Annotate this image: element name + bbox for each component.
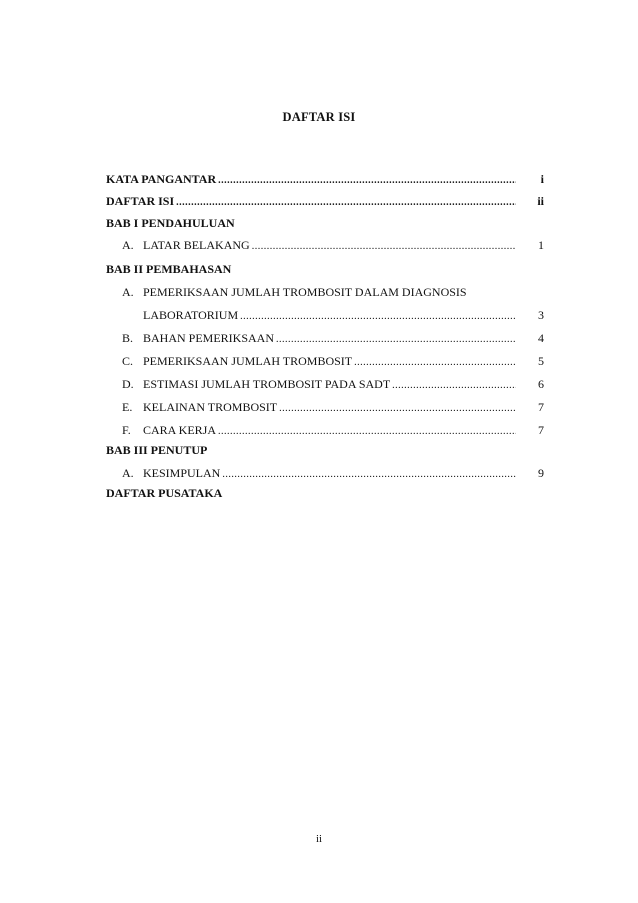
toc-page-number: 7 bbox=[538, 423, 544, 437]
toc-entry-kata-pengantar bbox=[106, 170, 544, 188]
toc-page-number: 1 bbox=[538, 238, 544, 252]
toc-entry-kesimpulan bbox=[122, 464, 544, 482]
toc-entry-letter: A. bbox=[122, 466, 134, 480]
toc-entry-pemeriksaan-jumlah-line2 bbox=[143, 306, 544, 324]
toc-chapter-daftar-pustaka: DAFTAR PUSATAKA bbox=[106, 486, 223, 500]
toc-entry-label: BAHAN PEMERIKSAAN bbox=[143, 331, 275, 345]
toc-chapter-bab-3: BAB III PENUTUP bbox=[106, 443, 208, 457]
toc-entry-label: ESTIMASI JUMLAH TROMBOSIT PADA SADT bbox=[143, 377, 391, 391]
toc-entry-label: LABORATORIUM bbox=[143, 308, 239, 322]
toc-chapter-bab-1: BAB I PENDAHULUAN bbox=[106, 216, 235, 230]
toc-page-number: 6 bbox=[538, 377, 544, 391]
toc-entry-label: PEMERIKSAAN JUMLAH TROMBOSIT bbox=[143, 354, 353, 368]
toc-entry-label: KATA PANGANTAR bbox=[106, 172, 217, 186]
toc-page-number: 3 bbox=[538, 308, 544, 322]
leader-dots bbox=[354, 354, 516, 372]
toc-entry-label: PEMERIKSAAN JUMLAH TROMBOSIT DALAM DIAGNOSIS bbox=[143, 285, 467, 299]
toc-entry-letter: D. bbox=[122, 377, 134, 391]
leader-dots bbox=[252, 238, 516, 256]
toc-page-number: 9 bbox=[538, 466, 544, 480]
toc-entry-bahan-pemeriksaan bbox=[122, 329, 544, 347]
toc-entry-letter: C. bbox=[122, 354, 134, 368]
toc-entry-pemeriksaan-jumlah-line1 bbox=[122, 283, 544, 301]
page-title: DAFTAR ISI bbox=[282, 110, 356, 124]
toc-entry-daftar-isi bbox=[106, 192, 544, 210]
toc-entry-latar-belakang bbox=[122, 236, 544, 254]
toc-chapter-bab-2: BAB II PEMBAHASAN bbox=[106, 262, 232, 276]
toc-page-number: ii bbox=[537, 194, 544, 208]
leader-dots bbox=[222, 466, 516, 484]
toc-page-number: 5 bbox=[538, 354, 544, 368]
leader-dots bbox=[176, 194, 516, 212]
toc-entry-label: LATAR BELAKANG bbox=[143, 238, 250, 252]
toc-entry-kelainan bbox=[122, 398, 544, 416]
toc-entry-letter: F. bbox=[122, 423, 131, 437]
toc-entry-estimasi bbox=[122, 375, 544, 393]
toc-page-number: i bbox=[540, 172, 544, 186]
toc-entry-label: KELAINAN TROMBOSIT bbox=[143, 400, 278, 414]
leader-dots bbox=[240, 308, 516, 326]
toc-entry-letter: A. bbox=[122, 238, 134, 252]
page-footer-number: ii bbox=[315, 833, 323, 845]
toc-entry-label: DAFTAR ISI bbox=[106, 194, 175, 208]
toc-entry-letter: E. bbox=[122, 400, 133, 414]
toc-entry-pemeriksaan-trombosit bbox=[122, 352, 544, 370]
toc-entry-letter: B. bbox=[122, 331, 134, 345]
toc-entry-label: KESIMPULAN bbox=[143, 466, 221, 480]
leader-dots bbox=[218, 172, 516, 190]
toc-entry-cara-kerja bbox=[122, 421, 544, 439]
leader-dots bbox=[276, 331, 516, 349]
toc-page-number: 7 bbox=[538, 400, 544, 414]
leader-dots bbox=[218, 423, 516, 441]
toc-page-number: 4 bbox=[538, 331, 544, 345]
toc-entry-label: CARA KERJA bbox=[143, 423, 217, 437]
leader-dots bbox=[392, 377, 516, 395]
leader-dots bbox=[279, 400, 516, 418]
toc-entry-letter: A. bbox=[122, 285, 134, 299]
